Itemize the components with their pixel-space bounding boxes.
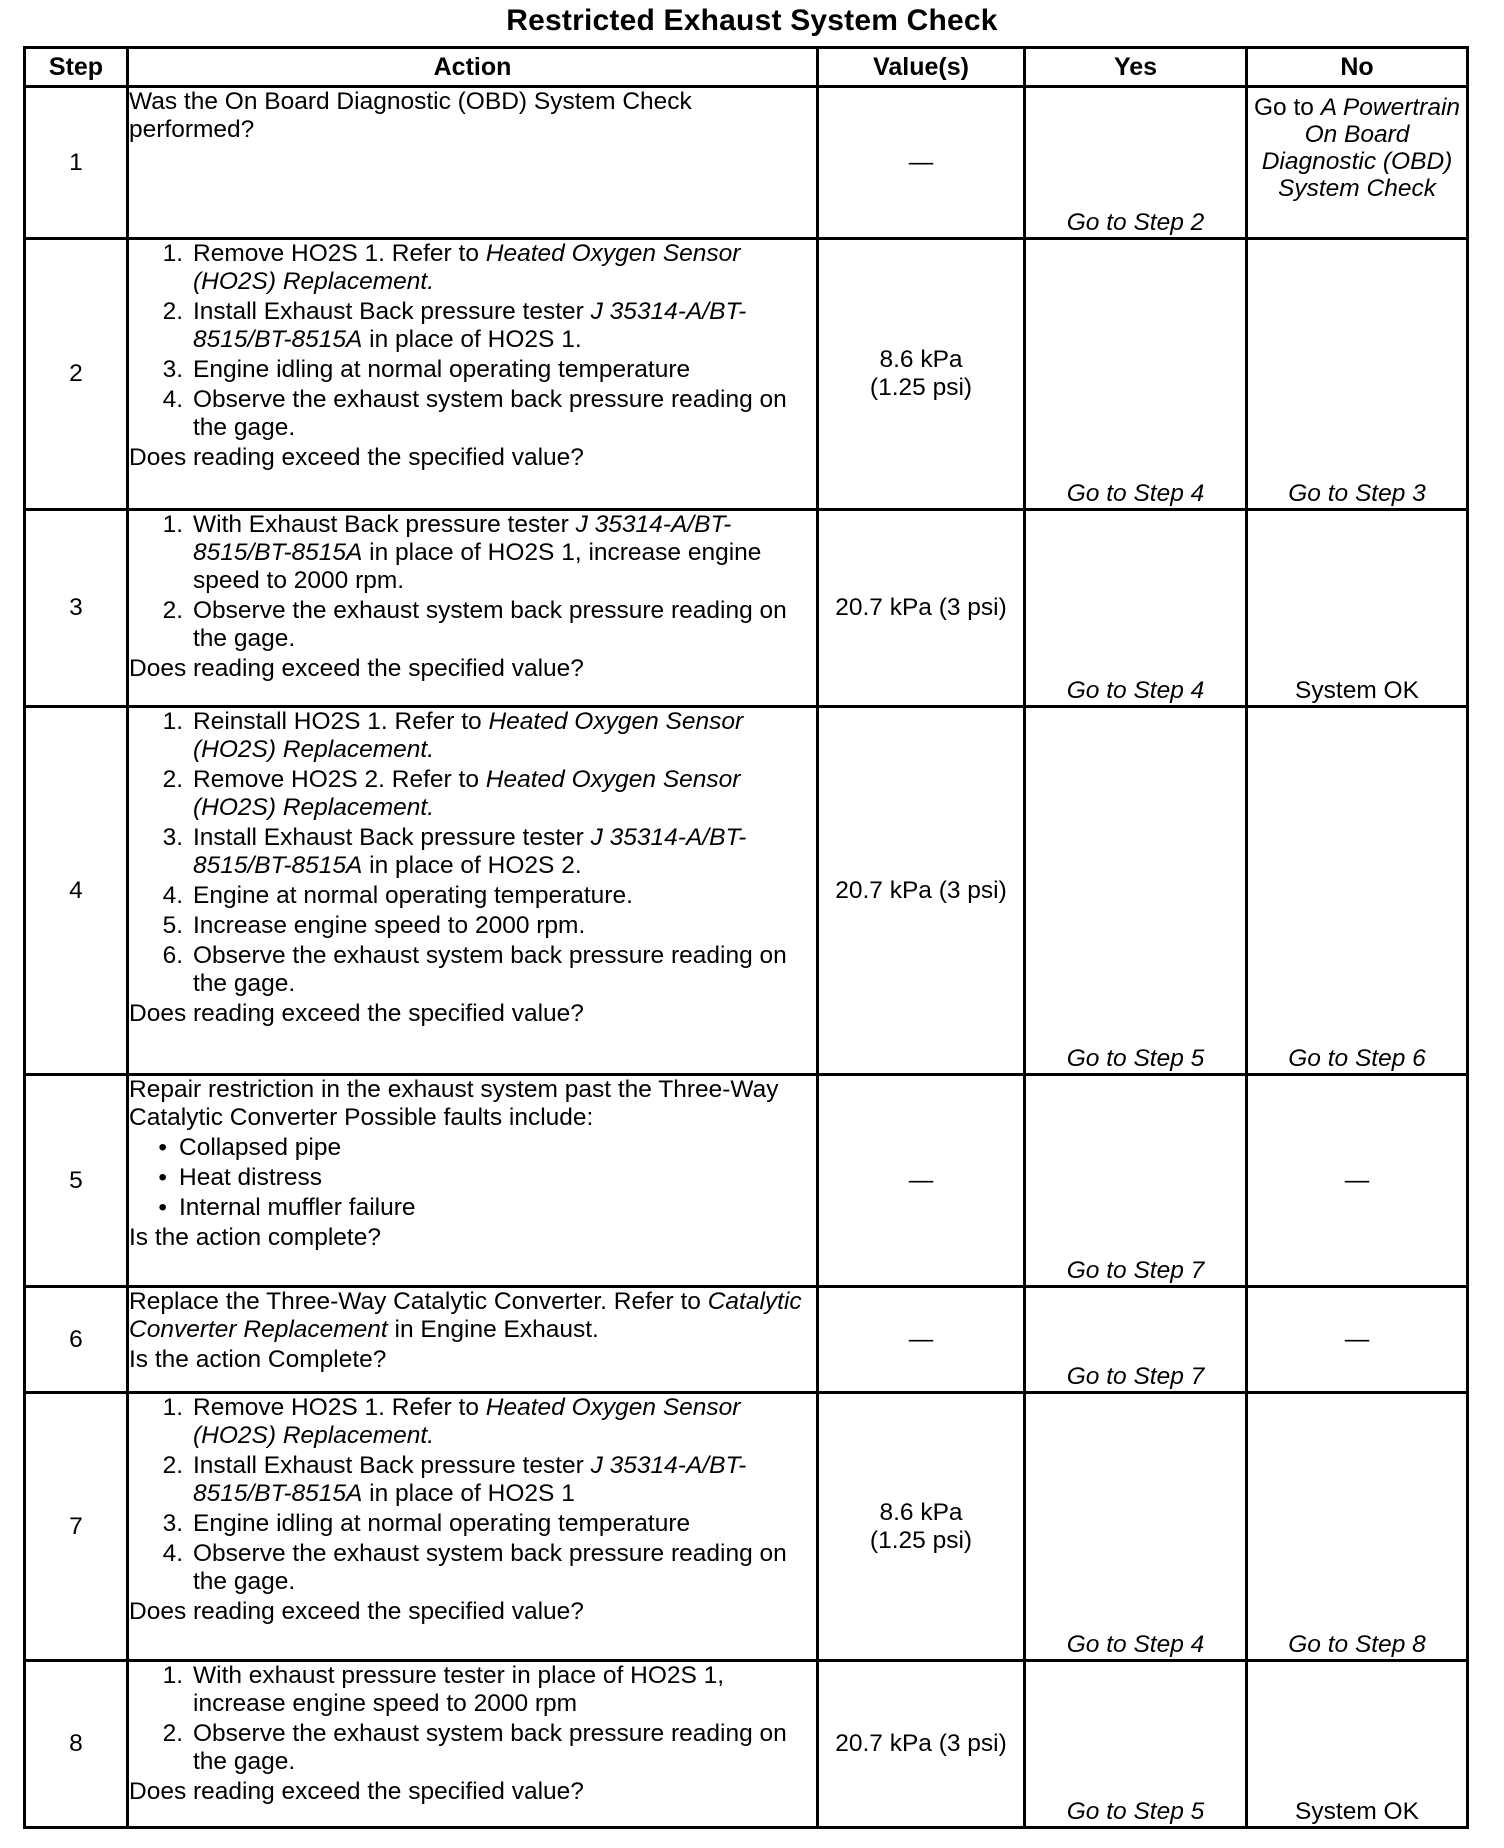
step-number: 3 (25, 510, 128, 707)
table-header-row (25, 48, 1468, 87)
list-item (129, 1662, 816, 1718)
diagnostic-table (23, 46, 1469, 1829)
item-text: Observe the exhaust system back pressure reading on the gage. (193, 1720, 787, 1775)
action-text: Was the On Board Diagnostic (OBD) System Check performed? (129, 88, 692, 143)
item-text: Reinstall HO2S 1. Refer to (193, 708, 489, 735)
step-number: 6 (25, 1287, 128, 1393)
action-list (129, 708, 816, 998)
no-cell: System OK (1247, 510, 1468, 707)
item-text: Observe the exhaust system back pressure reading on the gage. (193, 1540, 787, 1595)
item-number: 2. (162, 1452, 183, 1479)
action-list (129, 240, 816, 442)
action-cell (128, 1393, 818, 1661)
list-item (129, 882, 816, 910)
item-tool-number: J 35314-A/BT-8515/BT-8515A (193, 824, 747, 879)
item-text: Heat distress (179, 1164, 322, 1191)
value-cell: 20.7 kPa (3 psi) (818, 707, 1025, 1075)
list-item (129, 1194, 816, 1222)
item-text: Collapsed pipe (179, 1134, 342, 1161)
value-cell (818, 239, 1025, 510)
step-number: 7 (25, 1393, 128, 1661)
page-title: Restricted Exhaust System Check (506, 4, 998, 37)
action-cell (128, 510, 818, 707)
step-number: 2 (25, 239, 128, 510)
value-cell: — (818, 1075, 1025, 1287)
no-cell (1247, 87, 1468, 239)
item-reference: Heated Oxygen Sensor (HO2S) Replacement. (193, 1394, 741, 1449)
item-text: Remove HO2S 1. Refer to (193, 1394, 486, 1421)
item-text: Install Exhaust Back pressure tester (193, 298, 591, 325)
value-kpa: 8.6 kPa (879, 346, 963, 373)
item-text: Observe the exhaust system back pressure reading on the gage. (193, 386, 787, 441)
table-row (25, 1287, 1468, 1393)
action-text (129, 1288, 816, 1344)
item-text: Engine idling at normal operating temperature (193, 1510, 691, 1537)
question-text: Is the action complete? (129, 1224, 381, 1251)
value-cell: — (818, 1287, 1025, 1393)
list-item (129, 597, 816, 653)
list-item (129, 824, 816, 880)
list-item (129, 1394, 816, 1450)
list-item (129, 1134, 816, 1162)
item-number: 5. (162, 912, 183, 939)
question-text: Does reading exceed the specified value? (129, 1778, 584, 1805)
value-cell (818, 1393, 1025, 1661)
table-row (25, 1075, 1468, 1287)
yes-cell: Go to Step 7 (1025, 1287, 1247, 1393)
yes-cell: Go to Step 4 (1025, 510, 1247, 707)
item-number: 1. (162, 1394, 183, 1421)
step-number: 4 (25, 707, 128, 1075)
question-text: Does reading exceed the specified value? (129, 444, 584, 471)
item-tool-number: J 35314-A/BT-8515/BT-8515A (193, 1452, 747, 1507)
action-text-part: in Engine Exhaust. (387, 1316, 599, 1343)
item-number: 2. (162, 298, 183, 325)
table-row (25, 707, 1468, 1075)
item-text: Engine at normal operating temperature. (193, 882, 633, 909)
yes-cell: Go to Step 4 (1025, 1393, 1247, 1661)
item-number: 2. (162, 1720, 183, 1747)
value-kpa: 8.6 kPa (879, 1498, 963, 1526)
yes-cell: Go to Step 5 (1025, 1661, 1247, 1828)
item-text: in place of HO2S 1 (362, 1480, 575, 1507)
action-list (129, 1394, 816, 1596)
no-cell: — (1247, 1075, 1468, 1287)
no-cell: Go to Step 6 (1247, 707, 1468, 1075)
table-row (25, 87, 1468, 239)
header-step: Step (25, 48, 128, 87)
bullet-icon: • (158, 1194, 167, 1221)
yes-cell: Go to Step 2 (1025, 87, 1247, 239)
item-text: Observe the exhaust system back pressure reading on the gage. (193, 942, 787, 997)
action-cell (128, 239, 818, 510)
item-number: 4. (162, 386, 183, 413)
item-number: 4. (162, 1540, 183, 1567)
list-item (129, 1510, 816, 1538)
bullet-icon: • (158, 1164, 167, 1191)
question-text: Does reading exceed the specified value? (129, 1598, 584, 1625)
value-psi: (1.25 psi) (869, 1526, 973, 1554)
value-cell: — (818, 87, 1025, 239)
list-item (129, 766, 816, 822)
question-text: Is the action Complete? (129, 1346, 387, 1373)
list-item (129, 298, 816, 354)
item-text: Remove HO2S 2. Refer to (193, 766, 486, 793)
action-text-part: Replace the Three-Way Catalytic Converter. Refer to (129, 1288, 708, 1315)
question-text: Does reading exceed the specified value? (129, 655, 584, 682)
action-text: Repair restriction in the exhaust system past the Three-Way Catalytic Converter Possible faults include: (129, 1076, 779, 1131)
list-item (129, 1452, 816, 1508)
header-yes: Yes (1025, 48, 1247, 87)
item-text: in place of HO2S 2. (362, 852, 582, 879)
action-cell (128, 87, 818, 239)
no-cell: System OK (1247, 1661, 1468, 1828)
item-reference: Heated Oxygen Sensor (HO2S) Replacement. (193, 708, 744, 763)
item-number: 1. (162, 708, 183, 735)
item-reference: Catalytic Converter Replacement (129, 1288, 802, 1343)
item-number: 2. (162, 766, 183, 793)
list-item (129, 1540, 816, 1596)
item-number: 4. (162, 882, 183, 909)
item-text: With Exhaust Back pressure tester (193, 511, 576, 538)
no-text: Go to (1253, 94, 1321, 121)
item-tool-number: J 35314-A/BT-8515/BT-8515A (193, 511, 732, 566)
value-psi: (1.25 psi) (869, 374, 973, 401)
list-item (129, 1720, 816, 1776)
table-row (25, 239, 1468, 510)
action-list (129, 511, 816, 653)
list-item (129, 356, 816, 384)
step-number: 8 (25, 1661, 128, 1828)
value-cell: 20.7 kPa (3 psi) (818, 1661, 1025, 1828)
item-text: Engine idling at normal operating temperature (193, 356, 691, 383)
item-text: Remove HO2S 1. Refer to (193, 240, 486, 267)
bullet-icon: • (158, 1134, 167, 1161)
item-number: 1. (162, 511, 183, 538)
list-item (129, 1164, 816, 1192)
list-item (129, 708, 816, 764)
table-row (25, 510, 1468, 707)
header-no: No (1247, 48, 1468, 87)
item-number: 3. (162, 356, 183, 383)
no-cell: — (1247, 1287, 1468, 1393)
item-text: Observe the exhaust system back pressure reading on the gage. (193, 597, 787, 652)
item-text: in place of HO2S 1, increase engine speed to 2000 rpm. (193, 539, 762, 594)
item-reference: Heated Oxygen Sensor (HO2S) Replacement. (193, 240, 741, 295)
action-cell (128, 1661, 818, 1828)
table-row (25, 1393, 1468, 1661)
list-item (129, 240, 816, 296)
item-number: 3. (162, 824, 183, 851)
item-number: 2. (162, 597, 183, 624)
fault-list (129, 1134, 816, 1222)
no-cell: Go to Step 8 (1247, 1393, 1468, 1661)
action-cell (128, 1287, 818, 1393)
item-text: Install Exhaust Back pressure tester (193, 1452, 591, 1479)
list-item (129, 511, 816, 595)
yes-cell: Go to Step 7 (1025, 1075, 1247, 1287)
no-link-text: A Powertrain On Board Diagnostic (OBD) System Check (1261, 94, 1461, 202)
item-number: 1. (162, 240, 183, 267)
header-values: Value(s) (818, 48, 1025, 87)
item-text: With exhaust pressure tester in place of HO2S 1, increase engine speed to 2000 rpm (193, 1662, 725, 1717)
step-number: 5 (25, 1075, 128, 1287)
table-row (25, 1661, 1468, 1828)
item-text: in place of HO2S 1. (362, 326, 582, 353)
value-cell: 20.7 kPa (3 psi) (818, 510, 1025, 707)
item-text: Internal muffler failure (179, 1194, 416, 1221)
item-text: Install Exhaust Back pressure tester (193, 824, 591, 851)
item-text: Increase engine speed to 2000 rpm. (193, 912, 586, 939)
item-number: 3. (162, 1510, 183, 1537)
action-cell (128, 1075, 818, 1287)
list-item (129, 912, 816, 940)
action-list (129, 1662, 816, 1776)
item-reference: Heated Oxygen Sensor (HO2S) Replacement. (193, 766, 741, 821)
action-cell (128, 707, 818, 1075)
step-number: 1 (25, 87, 128, 239)
yes-cell: Go to Step 4 (1025, 239, 1247, 510)
header-action: Action (128, 48, 818, 87)
item-number: 1. (162, 1662, 183, 1689)
yes-cell: Go to Step 5 (1025, 707, 1247, 1075)
question-text: Does reading exceed the specified value? (129, 1000, 584, 1027)
item-number: 6. (162, 942, 183, 969)
list-item (129, 386, 816, 442)
item-tool-number: J 35314-A/BT-8515/BT-8515A (193, 298, 747, 353)
no-cell: Go to Step 3 (1247, 239, 1468, 510)
list-item (129, 942, 816, 998)
